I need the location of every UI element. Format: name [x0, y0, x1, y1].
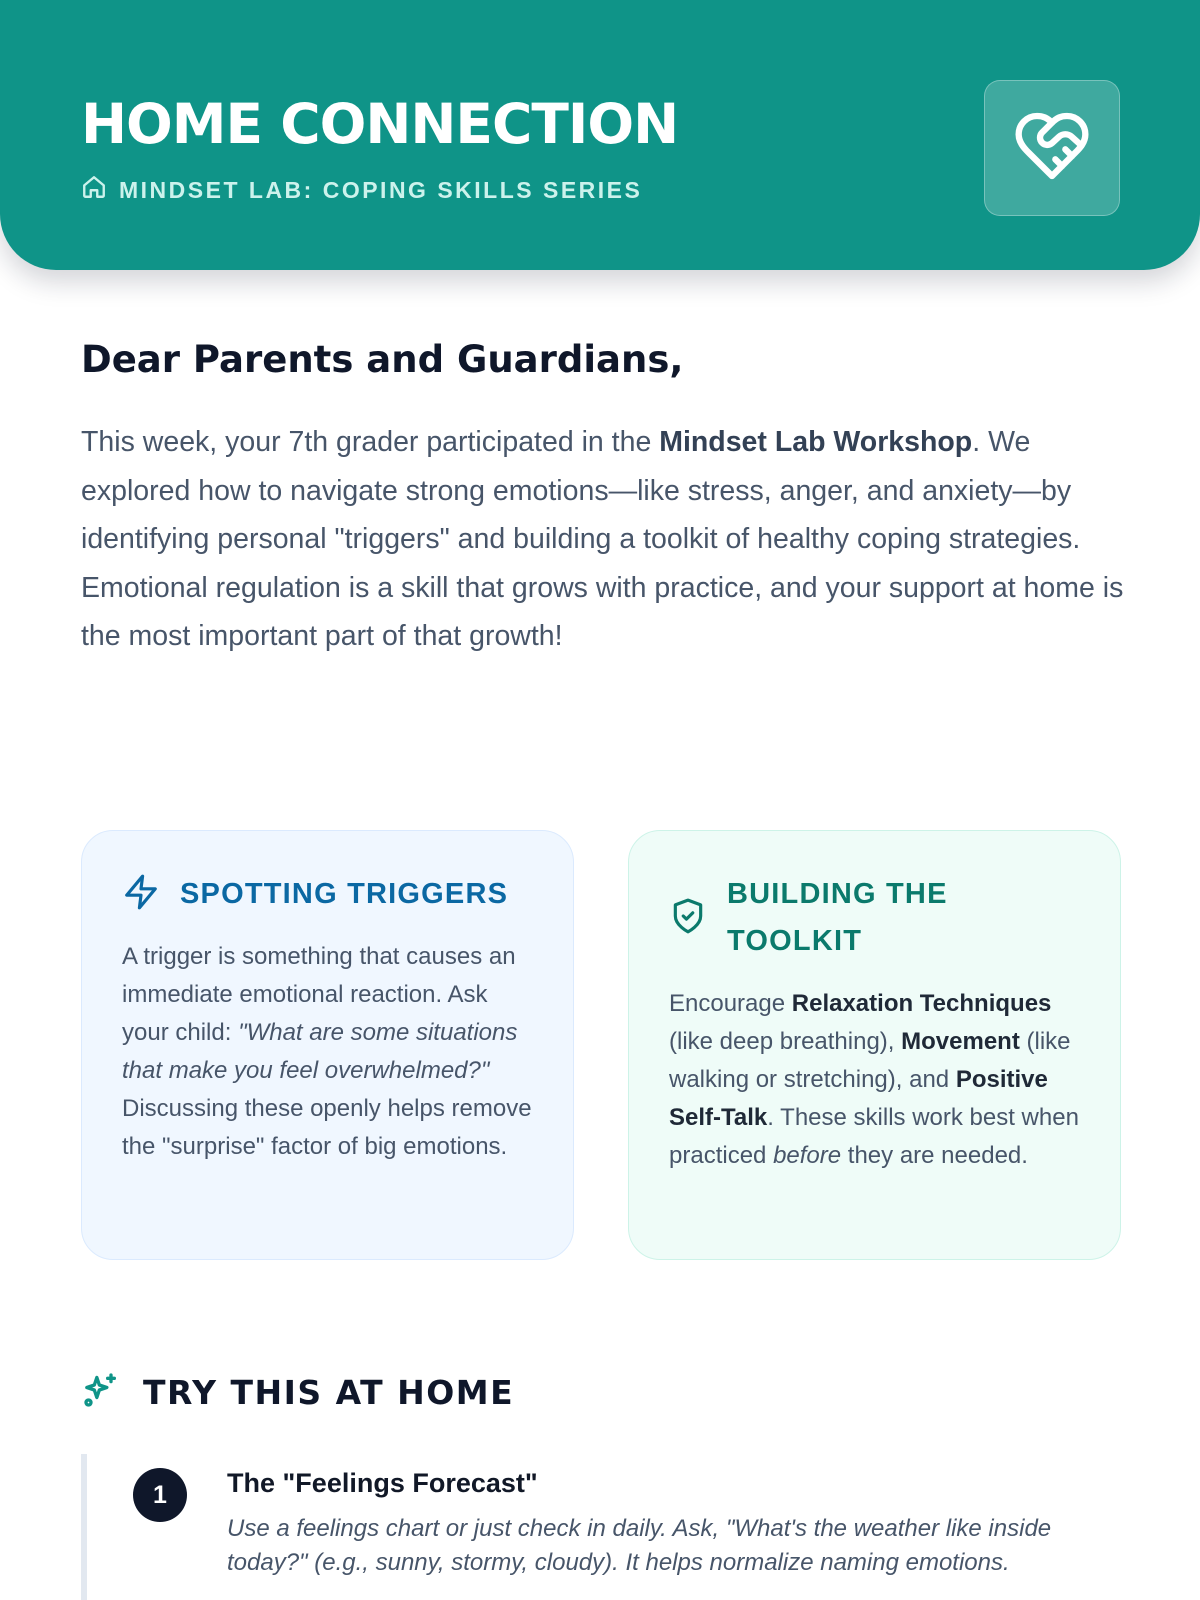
card-quote: "What are some situations that make you feel overwhelmed?" [122, 1019, 518, 1084]
skill-movement: Movement [901, 1028, 1020, 1055]
activity-step [81, 1454, 1121, 1600]
step-title: The "Feelings Forecast" [227, 1468, 538, 1498]
card-body [122, 938, 533, 1166]
series-subtitle [81, 174, 642, 206]
page-title: HOME CONNECTION [81, 92, 679, 156]
header-banner [0, 0, 1200, 270]
letter-greeting: Dear Parents and Guardians, [81, 338, 684, 381]
shield-check-icon [669, 897, 707, 940]
header-badge [984, 80, 1120, 216]
card-text: . These skills work best when practiced [669, 1104, 1079, 1169]
card-title: SPOTTING TRIGGERS [180, 878, 509, 910]
emphasis-before: before [773, 1142, 842, 1169]
card-spotting-triggers [81, 830, 574, 1260]
intro-text-continued: . We explored how to navigate strong emotions—like stress, anger, and anxiety—by identifying personal "triggers" and building a toolkit of healthy coping strategies. Emotional regulation is a skill that grows with practice, and your support at home is the most important part of that growth! [81, 426, 1124, 652]
card-body [669, 985, 1080, 1175]
section-title: TRY THIS AT HOME [143, 1373, 515, 1412]
step-number: 1 [133, 1468, 187, 1522]
card-text: A trigger is something that causes an immediate emotional reaction. Ask your child: [122, 943, 516, 1046]
card-text: Encourage [669, 990, 792, 1017]
skill-relaxation: Relaxation Techniques [791, 990, 1052, 1017]
subtitle-text: MINDSET LAB: COPING SKILLS SERIES [119, 176, 643, 203]
card-text: they are needed. [841, 1142, 1028, 1169]
card-header [669, 871, 1080, 965]
step-description: Use a feelings chart or just check in daily. Ask, "What's the weather like inside today?" (e.g., sunny, stormy, cloudy). It helps normalize naming emotions. [227, 1515, 1052, 1576]
try-home-heading [81, 1370, 514, 1415]
card-text: (like deep breathing), [669, 1028, 902, 1055]
intro-text: This week, your 7th grader participated in the [81, 426, 660, 458]
card-text-continued: Discussing these openly helps remove the "surprise" factor of big emotions. [122, 1095, 532, 1160]
card-building-toolkit [628, 830, 1121, 1260]
heart-handshake-icon [1012, 106, 1092, 191]
card-text: (like walking or stretching), and [669, 1028, 1071, 1093]
intro-paragraph [81, 418, 1131, 661]
card-header [122, 871, 533, 918]
lightning-icon [122, 873, 160, 916]
home-icon [81, 174, 107, 206]
skill-self-talk: Positive Self-Talk [669, 1066, 1048, 1131]
card-title: BUILDING THE TOOLKIT [727, 878, 948, 957]
sparkles-icon [81, 1370, 121, 1415]
workshop-name: Mindset Lab Workshop [659, 426, 973, 458]
